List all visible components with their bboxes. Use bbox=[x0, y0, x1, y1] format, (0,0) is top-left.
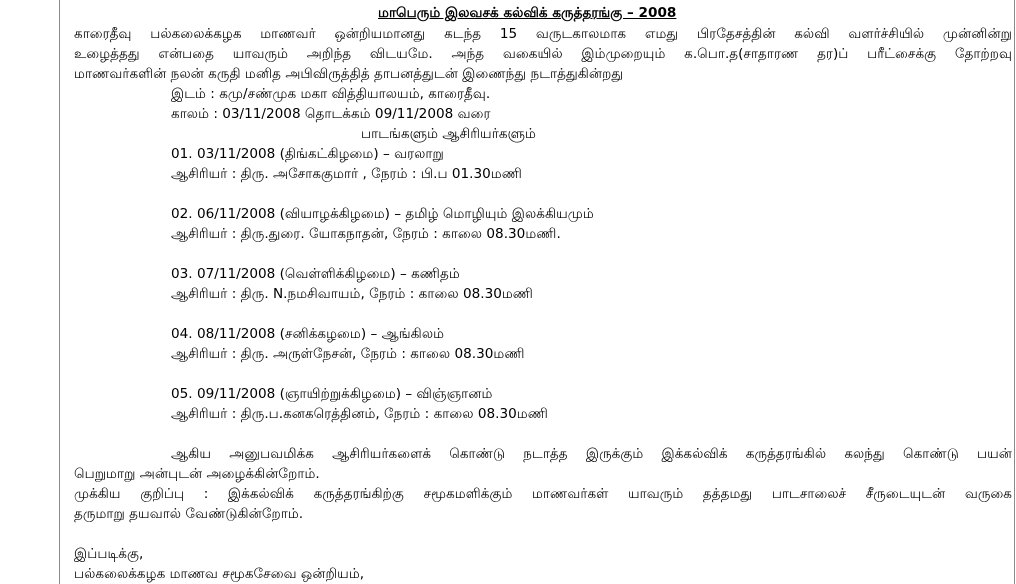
document-title: மாபெரும் இலவசக் கல்விக் கருத்தரங்கு – 2008 bbox=[378, 5, 677, 21]
closing-line-2: பெறுமாறு அன்புடன் அழைக்கின்றோம். bbox=[74, 466, 320, 482]
session-date-line: 04. 08/11/2008 (சனிக்கழமை) – ஆங்கிலம் bbox=[171, 326, 445, 342]
session-teacher-line: ஆசிரியர் : திரு.ப.கனகரெத்தினம், நேரம் : காலை 08.30மணி bbox=[171, 406, 548, 422]
period-line: காலம் : 03/11/2008 தொடக்கம் 09/11/2008 வரை bbox=[171, 106, 491, 122]
intro-line-3: மாணவர்களின் நலன் கருதி மனித அபிவிருத்தித் தாபனத்துடன் இணைந்து நடாத்துகின்றது bbox=[74, 66, 624, 82]
session-date-line: 01. 03/11/2008 (திங்கட்கிழமை) – வரலாறு bbox=[171, 146, 444, 162]
sign-off: இப்படிக்கு, bbox=[74, 546, 144, 562]
venue-line: இடம் : கமு/சண்முக மகா வித்தியாலயம், காரைதீவு. bbox=[171, 86, 491, 102]
session-date-line: 02. 06/11/2008 (வியாழக்கிழமை) – தமிழ் மொழியும் இலக்கியமும் bbox=[171, 206, 594, 222]
closing-line-1: ஆகிய அனுபவமிக்க ஆசிரியர்களைக் கொண்டு நடாத்த இருக்கும் இக்கல்விக் கருத்தரங்கில் கலந்து கொண்டு பயன் bbox=[171, 446, 1012, 462]
subjects-heading: பாடங்களும் ஆசிரியர்களும் bbox=[361, 126, 536, 142]
session-teacher-line: ஆசிரியர் : திரு. N.நமசிவாயம், நேரம் : காலை 08.30மணி bbox=[171, 286, 534, 302]
note-line-1: முக்கிய குறிப்பு : இக்கல்விக் கருத்தரங்கிற்கு சமூகமளிக்கும் மாணவர்கள் யாவரும் தத்தமது பாடசாலைச் சீருடையுடன் வருகை bbox=[74, 486, 1012, 502]
session-teacher-line: ஆசிரியர் : திரு.துரை. யோகநாதன், நேரம் : காலை 08.30மணி. bbox=[171, 226, 561, 242]
session-teacher-line: ஆசிரியர் : திரு. அருள்நேசன், நேரம் : காலை 08.30மணி bbox=[171, 346, 525, 362]
page-left-border bbox=[59, 0, 60, 584]
organisation-name: பல்கலைக்கழக மாணவ சமூகசேவை ஒன்றியம், bbox=[74, 566, 365, 582]
session-date-line: 05. 09/11/2008 (ஞாயிற்றுக்கிழமை) – விஞ்ஞானம் bbox=[171, 386, 493, 402]
intro-line-1: காரைதீவு பல்கலைக்கழக மாணவர் ஒன்றியமானது கடந்த 15 வருடகாலமாக எமது பிரதேசத்தின் கல்வி வளர்ச்சியில் முன்னின்று bbox=[74, 26, 1012, 42]
page-right-border bbox=[1014, 0, 1015, 584]
intro-line-2: உழைத்தது என்பதை யாவரும் அறிந்த விடயமே. அந்த வகையில் இம்முறையும் க.பொ.த(சாதாரண தர)ப் பரீட்சைக்கு தோற்றவு bbox=[74, 46, 1012, 62]
session-date-line: 03. 07/11/2008 (வெள்ளிக்கிழமை) – கணிதம் bbox=[171, 266, 460, 282]
session-teacher-line: ஆசிரியர் : திரு. அசோககுமார் , நேரம் : பி.ப 01.30மணி bbox=[171, 166, 522, 182]
note-line-2: தருமாறு தயவால் வேண்டுகின்றோம். bbox=[74, 506, 304, 522]
